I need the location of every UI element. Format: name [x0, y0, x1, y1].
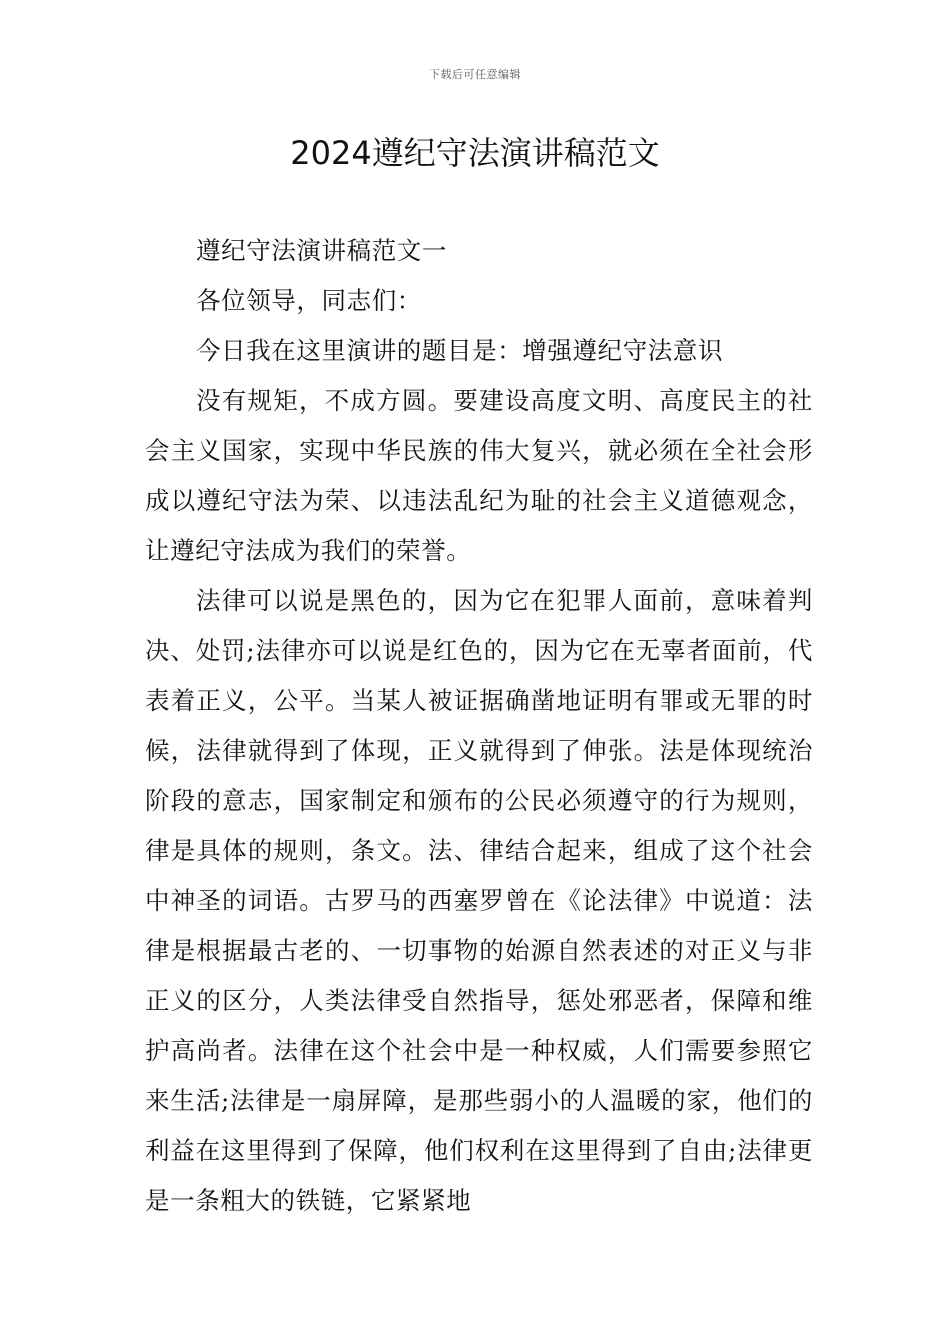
paragraph-salutation: 各位领导，同志们： [196, 286, 422, 315]
paragraph-subtitle: 遵纪守法演讲稿范文一 [196, 236, 447, 265]
paragraph-topic: 今日我在这里演讲的题目是：增强遵纪守法意识 [196, 336, 724, 365]
paragraph-body: 法律可以说是黑色的，因为它在犯罪人面前，意味着判决、处罚;法律亦可以说是红色的，因为它在无辜者面前，代表着正义，公平。当某人被证据确凿地证明有罪或无罪的时候，法律就得到了体现，正义就得到了伸张。法是体现统治阶段的意志，国家制定和颁布的公民必须遵守的行为规则，律是具体的规则，条文。法、律结合起来，组成了这个社会中神圣的词语。古罗马的西塞罗曾在《论法律》中说道：法律是根据最古老的、一切事物的始源自然表述的对正义与非正义的区分，人类法律受自然指导，惩处邪恶者，保障和维护高尚者。法律在这个社会中是一种权威，人们需要参照它来生活;法律是一扇屏障，是那些弱小的人温暖的家，他们的利益在这里得到了保障，他们权利在这里得到了自由;法律更是一条粗大的铁链，它紧紧地 [145, 586, 813, 1215]
header-note: 下载后可任意编辑 [429, 68, 521, 81]
document-body [145, 226, 813, 1226]
document-title: 2024遵纪守法演讲稿范文 [290, 134, 660, 172]
paragraph-body: 没有规矩，不成方圆。要建设高度文明、高度民主的社会主义国家，实现中华民族的伟大复兴，就必须在全社会形成以遵纪守法为荣、以违法乱纪为耻的社会主义道德观念，让遵纪守法成为我们的荣誉。 [145, 386, 813, 565]
